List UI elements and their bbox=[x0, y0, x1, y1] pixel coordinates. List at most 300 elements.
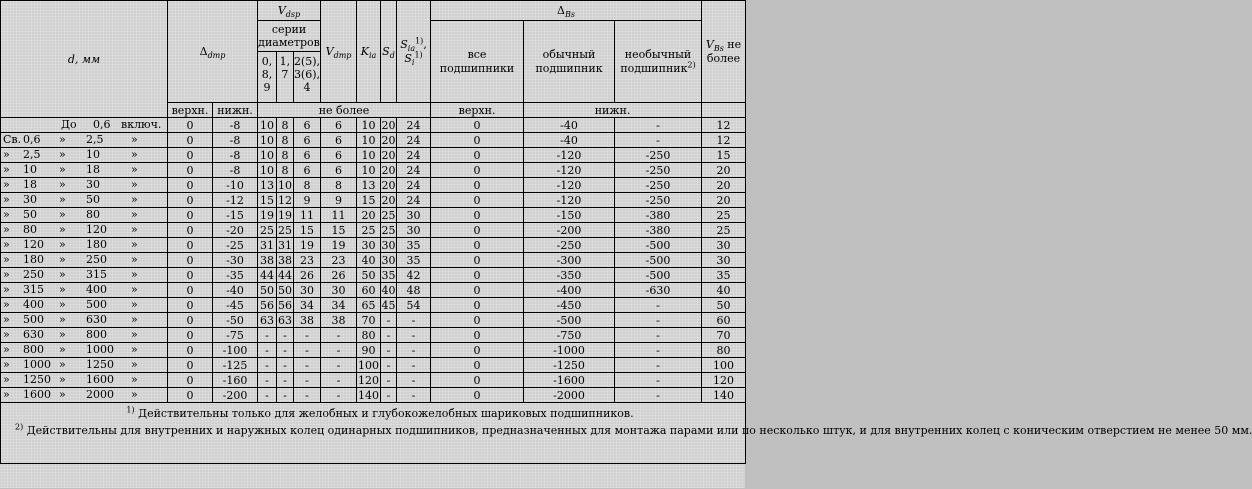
d-range-part: » bbox=[131, 283, 138, 296]
cell-sia: 42 bbox=[397, 268, 431, 283]
d-range-part: » bbox=[3, 298, 10, 311]
cell-vbs: 120 bbox=[702, 373, 746, 388]
d-range-part: 80 bbox=[86, 208, 100, 221]
cell-sia: 24 bbox=[397, 133, 431, 148]
series-header bbox=[258, 21, 321, 103]
cell-all: 0 bbox=[431, 238, 524, 253]
cell-sia: - bbox=[397, 388, 431, 403]
table-row bbox=[1, 283, 746, 298]
cell-vdmp: - bbox=[321, 328, 357, 343]
cell-norm: -120 bbox=[524, 178, 615, 193]
d-range-part: 2,5 bbox=[23, 148, 41, 161]
cell-vbs: 100 bbox=[702, 358, 746, 373]
cell-unus: -380 bbox=[615, 208, 702, 223]
cell-norm: -1600 bbox=[524, 373, 615, 388]
header-row-1 bbox=[1, 1, 746, 21]
table-row bbox=[1, 298, 746, 313]
cell-up: 0 bbox=[168, 193, 213, 208]
cell-vdmp: 15 bbox=[321, 223, 357, 238]
cell-up: 0 bbox=[168, 388, 213, 403]
cell-lo: -15 bbox=[213, 208, 258, 223]
upper-header: верхн. bbox=[168, 103, 213, 118]
cell-norm: -2000 bbox=[524, 388, 615, 403]
v-bs-header: $V_{Bs}$ не более bbox=[702, 1, 746, 103]
series-label: серии диаметров bbox=[258, 21, 320, 52]
footnote-2: $^{2)}$ Действительны для внутренних и наружных колец одинарных подшипников, предназначенных для монтажа парами или по несколько штук, и для внутренних колец с коническим отверстием не менее 50 мм. bbox=[15, 422, 1252, 437]
cell-lo: -200 bbox=[213, 388, 258, 403]
d-range-cell bbox=[1, 313, 168, 328]
cell-norm: -250 bbox=[524, 238, 615, 253]
d-range-cell bbox=[1, 388, 168, 403]
table-row bbox=[1, 358, 746, 373]
cell-kia: 80 bbox=[357, 328, 381, 343]
s-ia-header: $S_{ia}^{1)}$, $S_i^{1)}$ bbox=[397, 1, 431, 103]
d-range-cell bbox=[1, 373, 168, 388]
cell-s2: - bbox=[277, 343, 294, 358]
d-range-part: » bbox=[59, 163, 66, 176]
table-row bbox=[1, 343, 746, 358]
s-d-header: $S_d$ bbox=[381, 1, 397, 103]
cell-s2: 19 bbox=[278, 208, 292, 222]
cell-sia: 24 bbox=[397, 178, 431, 193]
cell-up: 0 bbox=[168, 253, 213, 268]
cell-sd: - bbox=[381, 328, 397, 343]
cell-vbs: 140 bbox=[702, 388, 746, 403]
cell-sd: 20 bbox=[381, 178, 396, 192]
d-range-part: 500 bbox=[86, 298, 107, 311]
cell-norm: -400 bbox=[524, 283, 615, 298]
d-range-cell bbox=[1, 238, 168, 253]
cell-s3: - bbox=[294, 358, 321, 373]
d-range-part: 315 bbox=[23, 283, 44, 296]
cell-kia: 10 bbox=[357, 163, 381, 178]
cell-sd: - bbox=[381, 373, 397, 388]
d-header: d, мм bbox=[1, 1, 168, 118]
d-range-cell bbox=[1, 253, 168, 268]
cell-sd: 20 bbox=[381, 193, 396, 207]
cell-up: 0 bbox=[168, 343, 213, 358]
d-range-part: » bbox=[59, 373, 66, 386]
cell-s3: - bbox=[294, 328, 321, 343]
cell-unus: - bbox=[615, 133, 702, 148]
d-range-part: 1000 bbox=[23, 358, 51, 371]
d-range-part: » bbox=[3, 178, 10, 191]
cell-sia: - bbox=[397, 328, 431, 343]
cell-sia: 24 bbox=[397, 163, 431, 178]
d-range-part: » bbox=[3, 283, 10, 296]
cell-sia: - bbox=[397, 343, 431, 358]
d-range-part: » bbox=[3, 163, 10, 176]
cell-all: 0 bbox=[431, 163, 524, 178]
d-range-part: 120 bbox=[86, 223, 107, 236]
cell-sia: 35 bbox=[397, 238, 431, 253]
cell-sia: 48 bbox=[397, 283, 431, 298]
footnotes bbox=[1, 403, 1252, 464]
cell-s3: 11 bbox=[294, 208, 321, 223]
cell-unus: - bbox=[615, 358, 702, 373]
cell-unus: -500 bbox=[615, 268, 702, 283]
cell-kia: 60 bbox=[357, 283, 381, 298]
cell-s1: 50 bbox=[258, 283, 277, 298]
cell-s3: 30 bbox=[294, 283, 321, 298]
cell-vdmp: - bbox=[321, 343, 357, 358]
cell-lo: -100 bbox=[213, 343, 258, 358]
d-range-part: » bbox=[3, 373, 10, 386]
cell-s3: 6 bbox=[294, 118, 321, 133]
cell-s3: 26 bbox=[294, 268, 321, 283]
v-dsp-header: $V_{dsp}$ bbox=[258, 1, 321, 21]
d-range-part: » bbox=[59, 313, 66, 326]
cell-vbs: 35 bbox=[702, 268, 746, 283]
delta-dmp-header: $\Delta_{dmp}$ bbox=[168, 1, 258, 103]
d-range-cell bbox=[1, 208, 168, 223]
cell-norm: -120 bbox=[524, 163, 615, 178]
cell-norm: -150 bbox=[524, 208, 615, 223]
normal-bearing-header: обычный подшипник bbox=[524, 21, 615, 103]
cell-vdmp: 6 bbox=[321, 148, 357, 163]
cell-s1: 56 bbox=[258, 298, 277, 313]
cell-up: 0 bbox=[168, 118, 213, 133]
d-range-part: » bbox=[131, 358, 138, 371]
cell-all: 0 bbox=[431, 193, 524, 208]
cell-lo: -12 bbox=[213, 193, 258, 208]
cell-s1: - bbox=[258, 343, 277, 358]
table-row bbox=[1, 163, 746, 178]
footnotes-row bbox=[1, 403, 746, 464]
d-range-part: 180 bbox=[23, 253, 44, 266]
d-range-part: Св. bbox=[3, 133, 22, 146]
cell-s3: - bbox=[294, 373, 321, 388]
d-range-part: 800 bbox=[23, 343, 44, 356]
cell-vdmp: 34 bbox=[321, 298, 357, 313]
d-range-cell bbox=[1, 268, 168, 283]
cell-unus: -500 bbox=[615, 253, 702, 268]
cell-kia: 100 bbox=[358, 358, 380, 372]
k-ia-header: $K_{ia}$ bbox=[357, 1, 381, 103]
cell-s1: 10 bbox=[258, 133, 277, 148]
cell-lo: -8 bbox=[213, 163, 258, 178]
cell-vdmp: - bbox=[321, 373, 357, 388]
lower2-header: нижн. bbox=[524, 103, 702, 118]
cell-s2: 25 bbox=[278, 223, 292, 237]
cell-s3: 6 bbox=[294, 163, 321, 178]
upper2-header: верхн. bbox=[431, 103, 524, 118]
cell-s1: 25 bbox=[258, 223, 277, 238]
d-range-part: 630 bbox=[86, 313, 107, 326]
cell-kia: 20 bbox=[357, 208, 381, 223]
cell-s3: - bbox=[294, 388, 321, 403]
cell-s2: - bbox=[277, 328, 294, 343]
d-range-part: » bbox=[3, 208, 10, 221]
cell-kia: 140 bbox=[358, 388, 380, 402]
cell-lo: -125 bbox=[213, 358, 258, 373]
cell-all: 0 bbox=[431, 283, 524, 298]
d-range-cell bbox=[1, 343, 168, 358]
cell-lo: -25 bbox=[213, 238, 258, 253]
cell-s1: - bbox=[258, 328, 277, 343]
d-range-part: » bbox=[131, 163, 138, 176]
cell-s3: 6 bbox=[294, 148, 321, 163]
cell-sd: 30 bbox=[381, 253, 396, 267]
d-range-part: » bbox=[3, 268, 10, 281]
cell-vbs: 12 bbox=[702, 133, 746, 148]
d-range-part: » bbox=[131, 193, 138, 206]
d-range-part: » bbox=[3, 388, 10, 401]
cell-all: 0 bbox=[431, 118, 524, 133]
cell-s3: 34 bbox=[294, 298, 321, 313]
cell-s1: 15 bbox=[258, 193, 277, 208]
footnote-1: $^{1)}$ Действительны только для желобных и глубокожелобных шариковых подшипников. bbox=[126, 405, 634, 420]
table-row bbox=[1, 253, 746, 268]
d-range-part: 800 bbox=[86, 328, 107, 341]
cell-vdmp: - bbox=[321, 388, 357, 403]
d-range-part: » bbox=[131, 268, 138, 281]
d-range-part: » bbox=[59, 328, 66, 341]
d-range-cell bbox=[1, 328, 168, 343]
cell-lo: -45 bbox=[213, 298, 258, 313]
cell-all: 0 bbox=[431, 313, 524, 328]
d-range-part: » bbox=[59, 283, 66, 296]
d-range-part: » bbox=[131, 373, 138, 386]
cell-s1: - bbox=[258, 388, 277, 403]
cell-norm: -350 bbox=[524, 268, 615, 283]
cell-kia: 10 bbox=[357, 118, 381, 133]
d-range-part: 1600 bbox=[86, 373, 114, 386]
cell-s3: 23 bbox=[294, 253, 321, 268]
d-range-part: 180 bbox=[86, 238, 107, 251]
d-range-part: » bbox=[59, 208, 66, 221]
cell-lo: -35 bbox=[213, 268, 258, 283]
cell-unus: -380 bbox=[615, 223, 702, 238]
d-range-part: 18 bbox=[23, 178, 37, 191]
cell-s2: 8 bbox=[277, 133, 294, 148]
d-range-cell bbox=[1, 133, 168, 148]
cell-unus: - bbox=[615, 343, 702, 358]
cell-vbs: 40 bbox=[702, 283, 746, 298]
d-range-part: » bbox=[3, 193, 10, 206]
cell-lo: -8 bbox=[213, 148, 258, 163]
d-range-part: » bbox=[131, 133, 138, 146]
cell-norm: -1000 bbox=[524, 343, 615, 358]
cell-vdmp: 8 bbox=[321, 178, 357, 193]
cell-vbs: 30 bbox=[702, 253, 746, 268]
cell-norm: -40 bbox=[524, 133, 615, 148]
cell-unus: -250 bbox=[615, 178, 702, 193]
d-range-part: 18 bbox=[86, 163, 100, 176]
table-row bbox=[1, 208, 746, 223]
d-range-part: » bbox=[131, 223, 138, 236]
d-range-cell bbox=[1, 358, 168, 373]
cell-s2: 56 bbox=[278, 298, 292, 312]
cell-all: 0 bbox=[431, 358, 524, 373]
cell-s3: 38 bbox=[294, 313, 321, 328]
cell-all: 0 bbox=[431, 208, 524, 223]
cell-unus: - bbox=[615, 118, 702, 133]
cell-up: 0 bbox=[168, 283, 213, 298]
cell-sia: 24 bbox=[397, 193, 431, 208]
table-row bbox=[1, 313, 746, 328]
cell-unus: -250 bbox=[615, 163, 702, 178]
cell-kia: 70 bbox=[357, 313, 381, 328]
cell-sd: 20 bbox=[381, 133, 396, 147]
cell-sd: - bbox=[381, 343, 397, 358]
cell-s2: 44 bbox=[278, 268, 292, 282]
cell-s2: 50 bbox=[278, 283, 292, 297]
cell-up: 0 bbox=[168, 328, 213, 343]
cell-sd: - bbox=[381, 388, 397, 403]
delta-bs-header: $\Delta_{Bs}$ bbox=[431, 1, 702, 21]
cell-s2: 31 bbox=[278, 238, 292, 252]
cell-up: 0 bbox=[168, 223, 213, 238]
cell-s1: - bbox=[258, 373, 277, 388]
cell-s3: 8 bbox=[294, 178, 321, 193]
cell-s2: - bbox=[277, 388, 294, 403]
cell-unus: - bbox=[615, 373, 702, 388]
series-col-2: 1, 7 bbox=[277, 52, 294, 102]
cell-kia: 120 bbox=[358, 373, 380, 387]
d-range-part: » bbox=[131, 298, 138, 311]
cell-norm: -300 bbox=[524, 253, 615, 268]
d-range-part: » bbox=[59, 388, 66, 401]
d-range-part: 0,6 bbox=[93, 118, 111, 131]
cell-sd: 20 bbox=[381, 148, 396, 162]
d-range-part: 250 bbox=[23, 268, 44, 281]
cell-lo: -40 bbox=[213, 283, 258, 298]
cell-s2: 8 bbox=[277, 148, 294, 163]
table-row bbox=[1, 178, 746, 193]
cell-all: 0 bbox=[431, 148, 524, 163]
cell-unus: -500 bbox=[615, 238, 702, 253]
d-range-part: 630 bbox=[23, 328, 44, 341]
cell-s3: 19 bbox=[294, 238, 321, 253]
d-range-part: 315 bbox=[86, 268, 107, 281]
cell-s2: - bbox=[277, 373, 294, 388]
d-range-part: » bbox=[131, 238, 138, 251]
d-range-part: » bbox=[131, 253, 138, 266]
cell-sd: 30 bbox=[381, 238, 396, 252]
cell-sia: - bbox=[397, 313, 431, 328]
cell-vdmp: 23 bbox=[321, 253, 357, 268]
d-range-part: 50 bbox=[86, 193, 100, 206]
d-range-part: До bbox=[61, 118, 77, 131]
d-range-part: » bbox=[59, 193, 66, 206]
cell-lo: -20 bbox=[213, 223, 258, 238]
cell-vbs: 20 bbox=[702, 163, 746, 178]
cell-norm: -750 bbox=[524, 328, 615, 343]
cell-up: 0 bbox=[168, 208, 213, 223]
cell-s2: 12 bbox=[278, 193, 292, 207]
table-row bbox=[1, 328, 746, 343]
d-range-part: » bbox=[59, 238, 66, 251]
d-range-part: » bbox=[131, 388, 138, 401]
cell-s3: - bbox=[294, 343, 321, 358]
d-range-cell bbox=[1, 163, 168, 178]
d-range-part: » bbox=[3, 358, 10, 371]
cell-all: 0 bbox=[431, 178, 524, 193]
cell-lo: -8 bbox=[213, 118, 258, 133]
cell-vdmp: 6 bbox=[321, 133, 357, 148]
cell-s1: 19 bbox=[258, 208, 277, 223]
cell-sia: - bbox=[397, 358, 431, 373]
d-range-cell bbox=[1, 298, 168, 313]
cell-s1: - bbox=[258, 358, 277, 373]
lower-header: нижн. bbox=[213, 103, 258, 118]
d-range-cell bbox=[1, 193, 168, 208]
cell-kia: 90 bbox=[357, 343, 381, 358]
cell-all: 0 bbox=[431, 328, 524, 343]
cell-lo: -30 bbox=[213, 253, 258, 268]
cell-kia: 50 bbox=[357, 268, 381, 283]
d-range-part: » bbox=[59, 223, 66, 236]
cell-all: 0 bbox=[431, 223, 524, 238]
not-more-header: не более bbox=[258, 103, 431, 118]
table-row bbox=[1, 118, 746, 133]
d-range-part: » bbox=[59, 178, 66, 191]
cell-vdmp: 6 bbox=[321, 163, 357, 178]
d-range-part: 1250 bbox=[23, 373, 51, 386]
cell-norm: -500 bbox=[524, 313, 615, 328]
cell-s2: - bbox=[277, 358, 294, 373]
unusual-bearing-header: необычный подшипник$^{2)}$ bbox=[615, 21, 702, 103]
v-bs-sub-empty bbox=[702, 103, 746, 118]
cell-kia: 15 bbox=[357, 193, 381, 208]
cell-norm: -450 bbox=[524, 298, 615, 313]
cell-up: 0 bbox=[168, 373, 213, 388]
d-range-part: 50 bbox=[23, 208, 37, 221]
d-range-part: » bbox=[59, 358, 66, 371]
d-range-part: » bbox=[131, 148, 138, 161]
d-range-part: » bbox=[59, 268, 66, 281]
cell-s1: 63 bbox=[258, 313, 277, 328]
cell-sia: 24 bbox=[397, 118, 431, 133]
d-range-part: 1250 bbox=[86, 358, 114, 371]
d-range-cell bbox=[1, 223, 168, 238]
cell-vbs: 15 bbox=[702, 148, 746, 163]
cell-all: 0 bbox=[431, 268, 524, 283]
table-row bbox=[1, 193, 746, 208]
series-col-1: 0, 8, 9 bbox=[258, 52, 277, 102]
cell-s2: 8 bbox=[277, 163, 294, 178]
cell-s2: 8 bbox=[277, 118, 294, 133]
d-range-part: 10 bbox=[23, 163, 37, 176]
cell-up: 0 bbox=[168, 358, 213, 373]
cell-all: 0 bbox=[431, 253, 524, 268]
cell-sd: 20 bbox=[381, 118, 396, 132]
d-range-part: 400 bbox=[86, 283, 107, 296]
d-range-part: » bbox=[131, 343, 138, 356]
d-range-part: » bbox=[131, 178, 138, 191]
cell-sd: 35 bbox=[381, 268, 396, 282]
cell-vdmp: 11 bbox=[321, 208, 357, 223]
d-range-part: » bbox=[3, 343, 10, 356]
d-range-part: » bbox=[3, 328, 10, 341]
table-row bbox=[1, 133, 746, 148]
cell-kia: 13 bbox=[357, 178, 381, 193]
cell-sia: 30 bbox=[397, 223, 431, 238]
d-range-part: 80 bbox=[23, 223, 37, 236]
cell-up: 0 bbox=[168, 238, 213, 253]
cell-s3: 6 bbox=[294, 133, 321, 148]
cell-lo: -75 bbox=[213, 328, 258, 343]
cell-sd: - bbox=[381, 358, 397, 373]
cell-vbs: 25 bbox=[702, 208, 746, 223]
cell-norm: -1250 bbox=[524, 358, 615, 373]
cell-up: 0 bbox=[168, 178, 213, 193]
cell-s3: 15 bbox=[294, 223, 321, 238]
cell-vbs: 20 bbox=[702, 193, 746, 208]
cell-up: 0 bbox=[168, 313, 213, 328]
cell-vbs: 50 bbox=[702, 298, 746, 313]
